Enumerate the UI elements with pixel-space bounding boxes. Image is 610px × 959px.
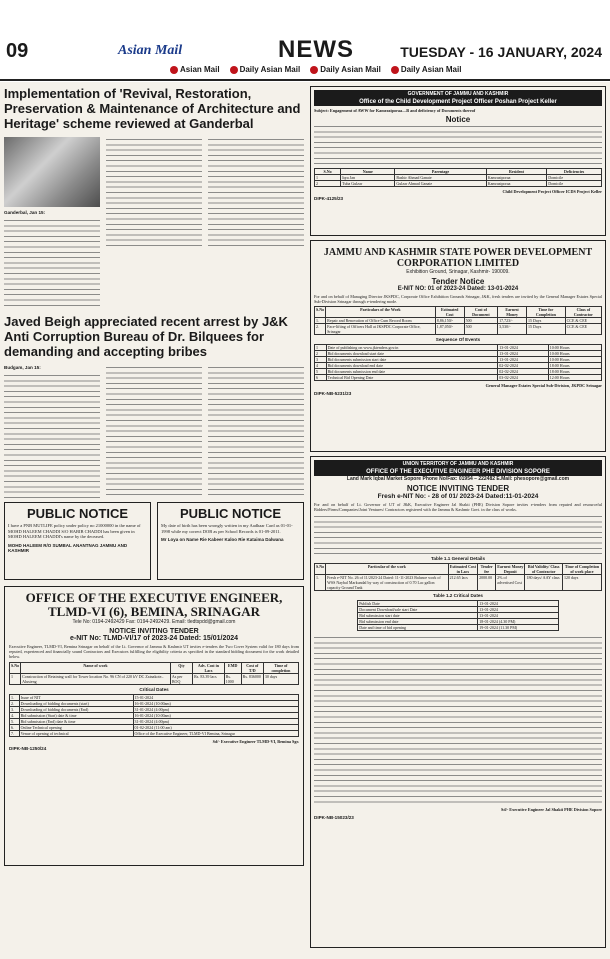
masthead xyxy=(0,0,610,82)
social-icon xyxy=(230,66,238,74)
table-row: 5. Bid submission (End) date & time 31-01-2024 (4:00pm) xyxy=(10,718,299,724)
dips-number: DIPK-NB-15023/23 xyxy=(314,814,354,820)
table-row: 4 Bid documents download end date 02-02-2024 18:00 Hours xyxy=(315,363,602,369)
story-photo xyxy=(4,137,100,207)
tender-office: Office of the Child Development Project Officer Poshan Project Keller xyxy=(314,98,602,106)
table-row: 1 Iqra Jan Bashir Ahmad Ganaie Kamraziporaa Domicile xyxy=(315,175,602,181)
tender-office: JAMMU AND KASHMIR STATE POWER DEVELOPMENT CORPORATION LIMITED xyxy=(323,247,593,269)
critical-dates-title: Critical Dates xyxy=(139,686,169,692)
tender-subject: Subject: Engagement of AWW for Kamraziporaa—B and deficiency of Documents thereof xyxy=(314,108,476,113)
tender-work-table: S.No Name of work Qty Adv. Cost in Lacs EMD Cost of T/D Time of completion 1 Construction of Retaining wall for Tower location No. 96 CN of 220 kV DC Zainakote–Alusteng As per BOQ Rs. 83.39 lacs Rs. 1000 Rs. 836000 30 days xyxy=(9,662,299,685)
sequence-title: Sequence Of Events xyxy=(435,337,481,343)
ad-signature: Mr Loya on Name Rie Kabeer Kaloo Rie Kataima Dalwana xyxy=(161,537,284,542)
table-row: 4. Bid submission (Start) date & time 16-01-2024 (10:00am) xyxy=(10,712,299,718)
social-link[interactable]: Daily Asian Mail xyxy=(391,65,462,74)
tender-title: Notice xyxy=(445,115,471,125)
social-icon xyxy=(170,66,178,74)
table-row: 2 Tuba Gulzar Gulzar Ahmad Ganaie Kamraziporaa Domicile xyxy=(315,181,602,187)
social-links xyxy=(170,65,461,74)
tender-number: Fresh e-NIT No: - 28 of 01/ 2023-24 Dated:11-01-2024 xyxy=(377,493,539,500)
tender-notice-jkspdc xyxy=(310,240,606,452)
tender-signature: Sd/- Executive Engineer TLMD-VI, Bemina Sgr. xyxy=(212,738,299,744)
table-row: Document Download/sale start Date 13-01-2024 xyxy=(358,607,559,613)
social-link[interactable]: Daily Asian Mail xyxy=(310,65,381,74)
section-title: NEWS xyxy=(278,36,354,63)
page-number: 09 xyxy=(6,40,29,62)
tender-title: Tender Notice xyxy=(431,277,485,286)
tender-title: NOTICE INVITING TENDER xyxy=(406,484,510,493)
ad-body: I have a PNB MUTLIFE policy under policy no 21000000 in the name of MOHD HALEEM CHADDI S/O HABIB CHADDI has been given in MOHD HALEEM CHADDI's name by the deceased. xyxy=(8,523,141,539)
tender-contact: Tele No: 0194-2492429 Fax: 0194-2492429. Email: tledtspdd@gmail.com xyxy=(72,619,236,625)
story-dateline: Budgam, Jan 15: xyxy=(4,365,41,370)
story-body xyxy=(4,365,304,498)
tender-address: Exhibition Ground, Srinagar, Kashmir- 190009. xyxy=(406,269,510,275)
tender-intro: For and on behalf of Lt. Governor of UT of J&K, Executive Engineer Jal Shakti (PHE) Division Sopore invites e-tenders from reputed and resourceful Bidders/Firms/Companies/Joint Ventures/ Contractors registered with the Jammu & Kashmir Govt. in the class of works. xyxy=(314,502,602,513)
general-details-title: Table 1.1 General Details xyxy=(430,556,486,562)
govt-band: GOVERNMENT OF JAMMU AND KASHMIR xyxy=(314,90,602,98)
masthead-rule xyxy=(0,79,610,81)
tender-number: E-NIT NO: 01 of 2023-24 Dated: 13-01-2024 xyxy=(397,286,519,292)
tender-office: OFFICE OF THE EXECUTIVE ENGINEER PHE DIVISION SOPORE xyxy=(314,468,602,476)
tender-office: OFFICE OF THE EXECUTIVE ENGINEER, TLMD-VI (6), BEMINA, SRINAGAR xyxy=(25,590,283,619)
critical-dates-title: Table 1.2 Critical Dates xyxy=(433,593,483,599)
table-row: Bid submission end date 18-01-2024 (4.30 PM) xyxy=(358,619,559,625)
dips-number: DIPK-NB-5231/23 xyxy=(314,390,352,396)
story-body xyxy=(4,137,304,308)
social-link[interactable]: Daily Asian Mail xyxy=(230,65,301,74)
story-dateline: Ganderbal, Jan 15: xyxy=(4,210,46,215)
issue-date: TUESDAY - 16 JANUARY, 2024 xyxy=(400,44,602,60)
tender-number: e-NIT No: TLMD-VI/17 of 2023-24 Dated: 15/01/2024 xyxy=(69,635,239,642)
dips-number: DIPK-NB-1250/24 xyxy=(9,745,47,751)
tender-title: NOTICE INVITING TENDER xyxy=(109,628,199,635)
candidate-table: S.No Name Parentage Resident Deficiencies 1 Iqra Jan Bashir Ahmad Ganaie Kamraziporaa Domicile 2 Tuba Gulzar Gulzar Ahmad Ganaie Kamraziporaa Domicile xyxy=(314,168,602,187)
public-notice-ad xyxy=(157,502,304,580)
sequence-table xyxy=(314,344,602,381)
table-row: 3 Bid documents submission start date 13-01-2024 10:00 Hours xyxy=(315,357,602,363)
tender-notice-poshan xyxy=(310,86,606,236)
tender-intro: Executive Engineer, TLMD-VI, Bemina Srinagar on behalf of the Lt. Governor of Jammu & Kashmir UT invites e-tenders the Two Cover System valid for 180 days from reputed, experienced and financially sound Contractors and Executors fulfilling the eligibility criteria as specified in the standard bidding document for the work detailed below. xyxy=(9,644,299,660)
right-column xyxy=(310,86,606,948)
table-row: 1. Fresh e-NIT No. 26 of 11/2023-24 Dated: 11-11-2023 Balance work of WSS Naybal Markundal by way of construction of 0.70 Lac gallon capacity Ground Tank 212.65 lacs 2000.00 2% of advertised Cost 180 days/ AAY class 120 days xyxy=(315,575,602,591)
story-text xyxy=(4,218,100,308)
tender-contact: Land Mark Iqbal Market Sopore Phone No/Fax: 01954 – 222482 E.Mail: phesopore@gmail.com xyxy=(346,476,570,482)
story-text xyxy=(208,137,304,247)
table-row: 6. Online Technical opening 01-02-2024 (11:00 am) xyxy=(10,724,299,730)
social-icon xyxy=(310,66,318,74)
story-text xyxy=(106,365,202,495)
table-row: 1 Date of publishing on www.jktenders.gov.in 13-01-2024 10:00 Hours xyxy=(315,345,602,351)
ad-body: My date of birth has been wrongly written in my Aadhaar Card as 01-01-1998 while my correct DOB as per School Records is 01-09-2011. xyxy=(161,523,293,534)
tender-work-table: S.No Particular of the work Estimated Cost in Lacs Tender fee Earnest Money Deposit Bid Validity/ Class of Contractor Time of Completion of work place 1. Fresh e-NIT No. 26 of 11/2023-24 Dated: 11-11-2023 Balance work of WSS Naybal Markundal by way of construction of 0.70 Lac gallon capacity Ground Tank 212.65 lacs 2000.00 2% of advertised Cost 180 days/ AAY class 120 days xyxy=(314,563,602,591)
ad-title: PUBLIC NOTICE xyxy=(179,506,282,521)
table-row: 6 Technical Bid Opening Date 03-02-2024 12:00 Hours xyxy=(315,375,602,381)
ad-title: PUBLIC NOTICE xyxy=(26,506,129,521)
table-row: 2. Downloading of bidding documents (start) 16-01-2024 (10:00am) xyxy=(10,700,299,706)
table-row: 1. Issue of NIT 15-01-2024 xyxy=(10,694,299,700)
govt-band: UNION TERRITORY OF JAMMU AND KASHMIR xyxy=(314,460,602,468)
tender-notice-sopore xyxy=(310,456,606,948)
story-headline: Javed Beigh appreciated recent arrest by J&K Anti Corruption Bureau of Dr. Bilquees for demanding and accepting bribes xyxy=(4,314,288,359)
table-row: 1 Construction of Retaining wall for Tower location No. 96 CN of 220 kV DC Zainakote–Alusteng As per BOQ Rs. 83.39 lacs Rs. 1000 Rs. 836000 30 days xyxy=(10,673,299,684)
dips-number: DIPK-4125/23 xyxy=(314,196,344,202)
table-row: Date and time of bid opening 19-01-2024 (11.30 PM) xyxy=(358,625,559,631)
tender-work-table: S.No Particulars of the Work Estimated Cost Cost of Document Earnest Money Time for Completion Class of Contractor 1. Repair and Renovation of Office Cum Record Room 8,86,150/- 500 17,723/- 15 Days CCE & CEE 2. Face-lifting of Officers Hall at JKSPDC Corporate Office, Srinagar 1,87,050/- 500 3,530/- 15 Days CCE & CEE xyxy=(314,306,602,335)
table-row: 7. Venue of opening of technical Office of the Executive Engineer, TLMD-VI Bemina, Srinagar xyxy=(10,730,299,736)
notice-text xyxy=(314,124,602,166)
tender-notice-tlmd xyxy=(4,586,304,866)
social-icon xyxy=(391,66,399,74)
story-text xyxy=(208,365,304,495)
critical-dates-table xyxy=(357,600,559,631)
left-column xyxy=(4,86,304,866)
newspaper-logo: Asian Mail xyxy=(118,43,183,58)
table-row: 2 Bid documents download start date 13-01-2024 10:00 Hours xyxy=(315,351,602,357)
tender-signature: Sd/- Executive Engineer Jal Shakti PHE Division Sopore xyxy=(501,807,602,813)
table-row: Bid submission start date 13-01-2024 xyxy=(358,613,559,619)
tender-intro: For and on behalf of Managing Director JKSPDC, Corporate Office Exhibition Grounds Srinagar, J&K, fresh tenders are invited by the General Manager Estates Special Sub-Division Srinagar through e-tendering mode. xyxy=(314,294,602,305)
table-row: Publish Date 13-01-2024 xyxy=(358,601,559,607)
tender-signature: General Manager Estates Special Sub-Division, JKPDC Srinagar xyxy=(485,383,602,389)
table-row: 3. Downloading of bidding documents (End) 31-01-2024 (4:00pm) xyxy=(10,706,299,712)
public-notice-ad xyxy=(4,502,151,580)
story-text xyxy=(106,137,202,247)
notice-text xyxy=(314,514,602,554)
critical-dates-table xyxy=(9,694,299,737)
story-text xyxy=(4,373,100,498)
table-row: 5 Bid documents submission end date 02-02-2024 18:00 Hours xyxy=(315,369,602,375)
public-notices xyxy=(4,502,304,580)
social-link[interactable]: Asian Mail xyxy=(170,65,220,74)
table-row: 2. Face-lifting of Officers Hall at JKSPDC Corporate Office, Srinagar 1,87,050/- 500 3,530/- 15 Days CCE & CEE xyxy=(315,324,602,335)
story-headline: Implementation of 'Revival, Restoration, Preservation & Maintenance of Architecture and Heritage' scheme reviewed at Ganderbal xyxy=(4,86,301,131)
table-row: 1. Repair and Renovation of Office Cum Record Room 8,86,150/- 500 17,723/- 15 Days CCE & CEE xyxy=(315,318,602,324)
terms-text xyxy=(314,635,602,805)
ad-signature: MOHD HALEEM R/O SUMBAL ANANTNAG JAMMU AND KASHMIR xyxy=(8,542,128,553)
tender-signature: Child Development Project Officer ICDS Project Keller xyxy=(502,189,602,195)
